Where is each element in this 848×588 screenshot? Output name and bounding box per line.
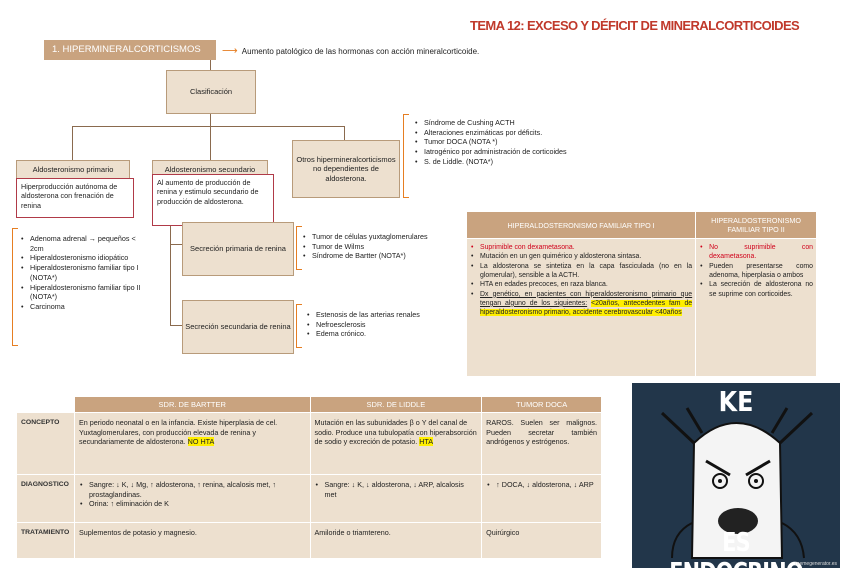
familiar-header-1: HIPERALDOSTERONISMO FAMILIAR TIPO I [467,212,696,239]
primario-definition: Hiperproducción autónoma de aldosterona con frenación de renina [16,178,134,218]
tratamiento-liddle: Amiloride o triamtereno. [310,523,482,559]
meme-bottom-text: ES ENDOCRINO [669,528,803,588]
connector [210,114,211,126]
connector [170,325,182,326]
connector [170,244,182,245]
list-item: • La aldosterona se sintetiza en la capa fasciculada (no en la glomerular), sensible a la ACTH. [470,262,692,281]
secrecion-secundaria-box: Secreción secundaria de renina [182,300,294,354]
connector [170,210,171,325]
primario-causes [20,234,146,312]
meme-credit: memegenerator.es [795,561,837,567]
brace [12,228,18,346]
list-item: • Tumor de células yuxtaglomerulares [302,232,467,242]
otros-label: Otros hipermineralcorticismos no dependientes de aldosterona. [292,140,400,198]
tratamiento-bartter: Suplementos de potasio y magnesio. [74,523,310,559]
list-item: • Carcinoma [20,302,146,312]
list-item: • Pueden presentarse como adenoma, hiperplasia o ambos [699,262,813,281]
list-item: • Alteraciones enzimáticas por déficits. [414,128,576,138]
connector [72,126,344,127]
list-item: • No suprimible con dexametasona. [699,243,813,262]
familiar-tipo-2 [696,239,817,377]
list-item: • Edema crónico. [306,329,461,339]
comparison-table [16,396,602,559]
meme-top-text: KE [718,385,754,418]
header-doca: TUMOR DOCA [482,397,602,413]
diagnostico-doca [482,475,602,523]
list-item: • Suprimible con dexametasona. [470,243,692,252]
list-item: • Hiperaldosteronismo familiar tipo II (NOTA*) [20,283,146,302]
row-header-diagnostico: DIAGNOSTICO [17,475,75,523]
cell-text: Mutación en las subunidades β o Υ del canal de sodio. Produce una tubulopatía con hiperabsorción de sodio y excreción de potasio. [314,418,477,447]
list-item: • Adenoma adrenal → pequeños < 2cm [20,234,146,253]
arrow-right-icon: ⟶ [222,45,238,57]
concepto-bartter [74,413,310,475]
brace [403,114,409,198]
list-item: • Hiperaldosteronismo idiopático [20,253,146,263]
diagnostico-liddle [310,475,482,523]
secundario-definition: Al aumento de producción de renina y estimulo secundario de producción de aldosterona. [152,174,274,226]
dx-highlight: <20años, antecedentes fam de hiperaldosteronismo primario, accidente cerebrovascular <40años [480,299,693,317]
dx-text: Dx genético, en pacientes con hiperaldosteronismo primario que tengan alguno de los siguientes: [480,290,693,307]
cell-text: En periodo neonatal o en la infancia. Existe hiperplasia de cel. Yuxtaglomerulares, con producción elevada de renina y secundariamente de aldosterona. [78,418,278,447]
cell-highlight: NO HTA [187,437,215,447]
list-item: • ↑ DOCA, ↓ aldosterona, ↓ ARP [486,480,597,490]
list-item: • Iatrogénico por administración de corticoides [414,147,576,157]
list-item: • Nefroesclerosis [306,320,461,330]
tratamiento-doca: Quirúrgico [482,523,602,559]
page-title: TEMA 12: EXCESO Y DÉFICIT DE MINERALCORTICOIDES [470,18,800,33]
connector [210,126,211,162]
list-item [470,290,692,318]
connector [210,60,211,70]
header-bartter: SDR. DE BARTTER [74,397,310,413]
secundario-label: Aldosteronismo secundario [152,160,268,180]
header-liddle: SDR. DE LIDDLE [310,397,482,413]
connector [72,126,73,162]
diagnostico-bartter [74,475,310,523]
familiar-table [466,211,817,377]
concepto-liddle [310,413,482,475]
list-item: • Síndrome de Cushing ACTH [414,118,576,128]
meme-image [632,383,840,588]
list-item: • Orina: ↑ eliminación de K [79,499,306,509]
list-item: • Tumor de Wilms [302,242,467,252]
list-item: • Mutación en un gen quimérico y aldosterona sintasa. [470,252,692,261]
list-item: • Sangre: ↓ K, ↓ Mg, ↑ aldosterona, ↑ renina, alcalosis met, ↑ prostaglandinas. [79,480,306,499]
primario-label: Aldosteronismo primario [16,160,130,180]
clasificacion-box: Clasificación [166,70,256,114]
concepto-doca: RAROS. Suelen ser malignos. Pueden secretar también andrógenos y estrógenos. [482,413,602,475]
secrecion-primaria-list [302,232,467,261]
row-header-tratamiento: TRATAMIENTO [17,523,75,559]
secrecion-primaria-box: Secreción primaria de renina [182,222,294,276]
section-label: 1. HIPERMINERALCORTICISMOS [44,40,216,60]
secrecion-secundaria-list [306,310,461,339]
cell-highlight: HTA [419,437,434,447]
list-item: • Tumor DOCA (NOTA *) [414,137,576,147]
section-definition [222,44,479,57]
familiar-header-2: HIPERALDOSTERONISMO FAMILIAR TIPO II [696,212,817,239]
list-item: • HTA en edades precoces, en raza blanca. [470,280,692,289]
connector [344,126,345,140]
row-header-concepto: CONCEPTO [17,413,75,475]
list-item: • Sangre: ↓ K, ↓ aldosterona, ↓ ARP, alcalosis met [315,480,478,499]
brace [296,304,302,348]
otros-list [414,118,576,167]
list-item: • Síndrome de Bartter (NOTA*) [302,251,467,261]
list-item: • S. de Liddle. (NOTA*) [414,157,576,167]
familiar-tipo-1 [467,239,696,377]
list-item: • Hiperaldosteronismo familiar tipo I (NOTA*) [20,263,146,282]
corner-cell [17,397,75,413]
definition-text: Aumento patológico de las hormonas con acción mineralcorticoide. [241,47,480,56]
list-item: • La secreción de aldosterona no se suprime con corticoides. [699,280,813,299]
list-item: • Estenosis de las arterias renales [306,310,461,320]
